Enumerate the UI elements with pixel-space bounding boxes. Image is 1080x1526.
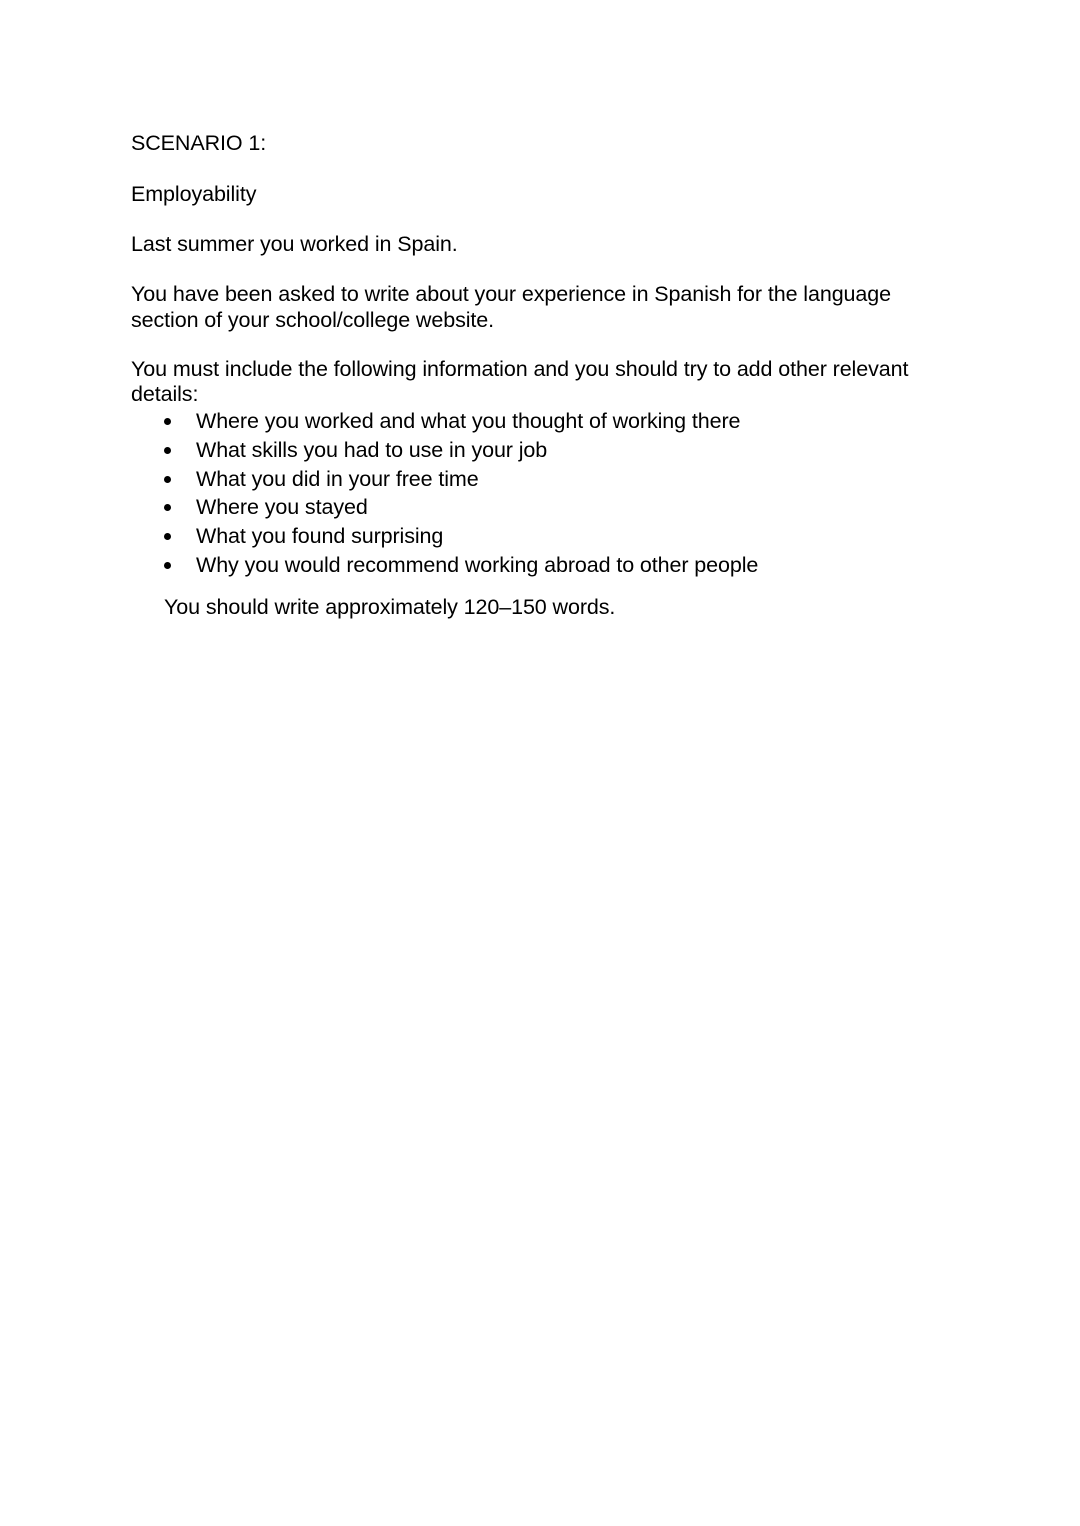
list-item-text: Why you would recommend working abroad to other people bbox=[196, 552, 759, 577]
context-sentence: Last summer you worked in Spain. bbox=[131, 232, 458, 256]
list-item-text: What you found surprising bbox=[196, 524, 444, 549]
bullet-icon bbox=[164, 418, 171, 425]
topic-title: Employability bbox=[131, 182, 257, 206]
task-description-line-1: You have been asked to write about your experience in Spanish for the language bbox=[131, 282, 891, 306]
list-item-text: What skills you had to use in your job bbox=[196, 437, 548, 462]
bullet-icon bbox=[164, 562, 171, 569]
list-item-text: Where you stayed bbox=[196, 495, 368, 520]
bullet-icon bbox=[164, 533, 171, 540]
bullet-icon bbox=[164, 447, 171, 454]
bullet-icon bbox=[164, 476, 171, 483]
instructions-line-2: details: bbox=[131, 382, 199, 406]
scenario-heading: SCENARIO 1: bbox=[131, 131, 267, 155]
list-item-text: Where you worked and what you thought of working there bbox=[196, 409, 741, 433]
word-count-instruction: You should write approximately 120–150 words. bbox=[164, 595, 616, 619]
list-item-text: What you did in your free time bbox=[196, 466, 479, 491]
bullet-icon bbox=[164, 504, 171, 511]
task-description-line-2: section of your school/college website. bbox=[131, 308, 494, 332]
instructions-line-1: You must include the following information and you should try to add other relevant bbox=[131, 357, 909, 381]
